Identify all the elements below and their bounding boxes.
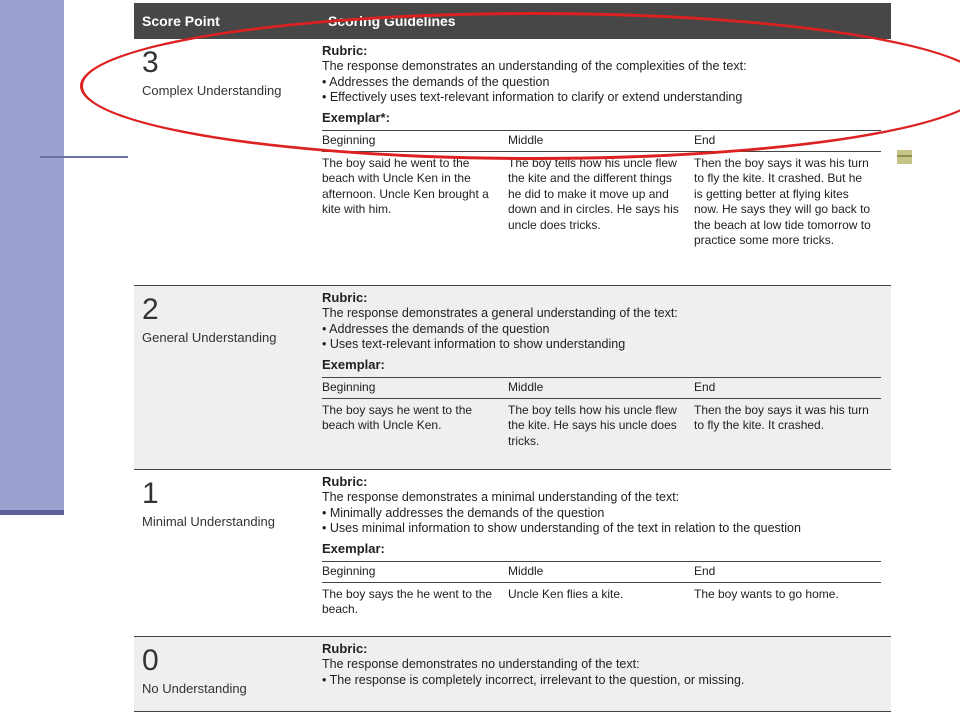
exemplar-table [322,561,881,618]
exemplar-beginning-text: The boy says he went to the beach with Uncle Ken. [322,402,473,432]
exemplar-heading: Exemplar: [322,540,385,556]
score-row-1 [134,470,891,637]
score-row-0 [134,637,891,712]
exemplar-col-beginning: Beginning [322,132,376,147]
rubric-bullet: • Effectively uses text-relevant information to clarify or extend understanding [322,90,743,104]
rubric-intro: The response demonstrates a minimal understanding of the text: [322,490,680,504]
slide-accent-mark [897,150,912,164]
score-number: 0 [142,644,159,677]
exemplar-col-end: End [694,379,716,394]
rubric-bullet: • The response is completely incorrect, irrelevant to the question, or missing. [322,672,745,687]
score-number: 1 [142,477,159,510]
exemplar-col-middle: Middle [508,563,544,578]
exemplar-table [322,130,881,249]
slide-side-bar-shadow [0,510,64,515]
rubric-intro: The response demonstrates no understanding of the text: [322,657,640,671]
exemplar-middle-text: The boy tells how his uncle flew the kite and the different things he did to make it move up and down and in circles. He says his uncle does tricks. [508,155,679,232]
rubric-heading: Rubric: [322,474,368,489]
exemplar-col-end: End [694,132,716,147]
rubric-bullet: • Minimally addresses the demands of the question [322,505,605,520]
exemplar-col-beginning: Beginning [322,379,376,394]
exemplar-col-end: End [694,563,716,578]
score-number: 2 [142,293,159,326]
score-row-3 [134,39,891,286]
score-number: 3 [142,46,159,79]
exemplar-end-text: Then the boy says it was his turn to fly the kite. It crashed. But he is getting better at flying kites now. He says they will go back to the beach at low tide tomorrow to practice some more tricks. [694,155,871,247]
header-score-point: Score Point [142,13,220,29]
rubric-bullet: • Addresses the demands of the question [322,74,550,89]
score-label: No Understanding [142,681,247,696]
exemplar-middle-text: Uncle Ken flies a kite. [508,586,624,601]
scoring-table [134,3,891,712]
score-point-cell [134,286,314,469]
rubric-intro: The response demonstrates an understanding of the complexities of the text: [322,59,747,73]
exemplar-col-beginning: Beginning [322,563,376,578]
slide-divider-line [40,156,128,158]
rubric-bullet: • Uses minimal information to show understanding of the text in relation to the question [322,521,801,535]
rubric-bullet: • Uses text-relevant information to show understanding [322,337,626,351]
guidelines-cell [314,470,891,636]
exemplar-col-middle: Middle [508,379,544,394]
score-point-cell [134,470,314,636]
rubric-bullet: • Addresses the demands of the question [322,321,550,336]
exemplar-col-middle: Middle [508,132,544,147]
exemplar-heading: Exemplar*: [322,109,390,125]
exemplar-beginning-text: The boy said he went to the beach with Uncle Ken in the afternoon. Uncle Ken brought a kite with him. [322,155,489,216]
score-row-2 [134,286,891,470]
score-point-cell [134,637,314,711]
guidelines-cell [314,637,891,711]
table-header [134,3,891,39]
score-label: Minimal Understanding [142,514,275,529]
score-point-cell [134,39,314,285]
rubric-intro: The response demonstrates a general understanding of the text: [322,306,678,320]
exemplar-table [322,377,881,450]
exemplar-heading: Exemplar: [322,356,385,372]
guidelines-cell [314,286,891,469]
exemplar-middle-text: The boy tells how his uncle flew the kite. He says his uncle does tricks. [508,402,677,448]
exemplar-end-text: The boy wants to go home. [694,586,839,601]
guidelines-cell [314,39,891,285]
score-label: Complex Understanding [142,83,282,98]
exemplar-beginning-text: The boy says the he went to the beach. [322,586,493,616]
score-label: General Understanding [142,330,277,345]
exemplar-end-text: Then the boy says it was his turn to fly the kite. It crashed. [694,402,869,432]
rubric-heading: Rubric: [322,43,368,58]
header-scoring-guidelines: Scoring Guidelines [328,13,456,29]
rubric-heading: Rubric: [322,641,368,656]
slide-side-bar [0,0,64,512]
rubric-heading: Rubric: [322,290,368,305]
